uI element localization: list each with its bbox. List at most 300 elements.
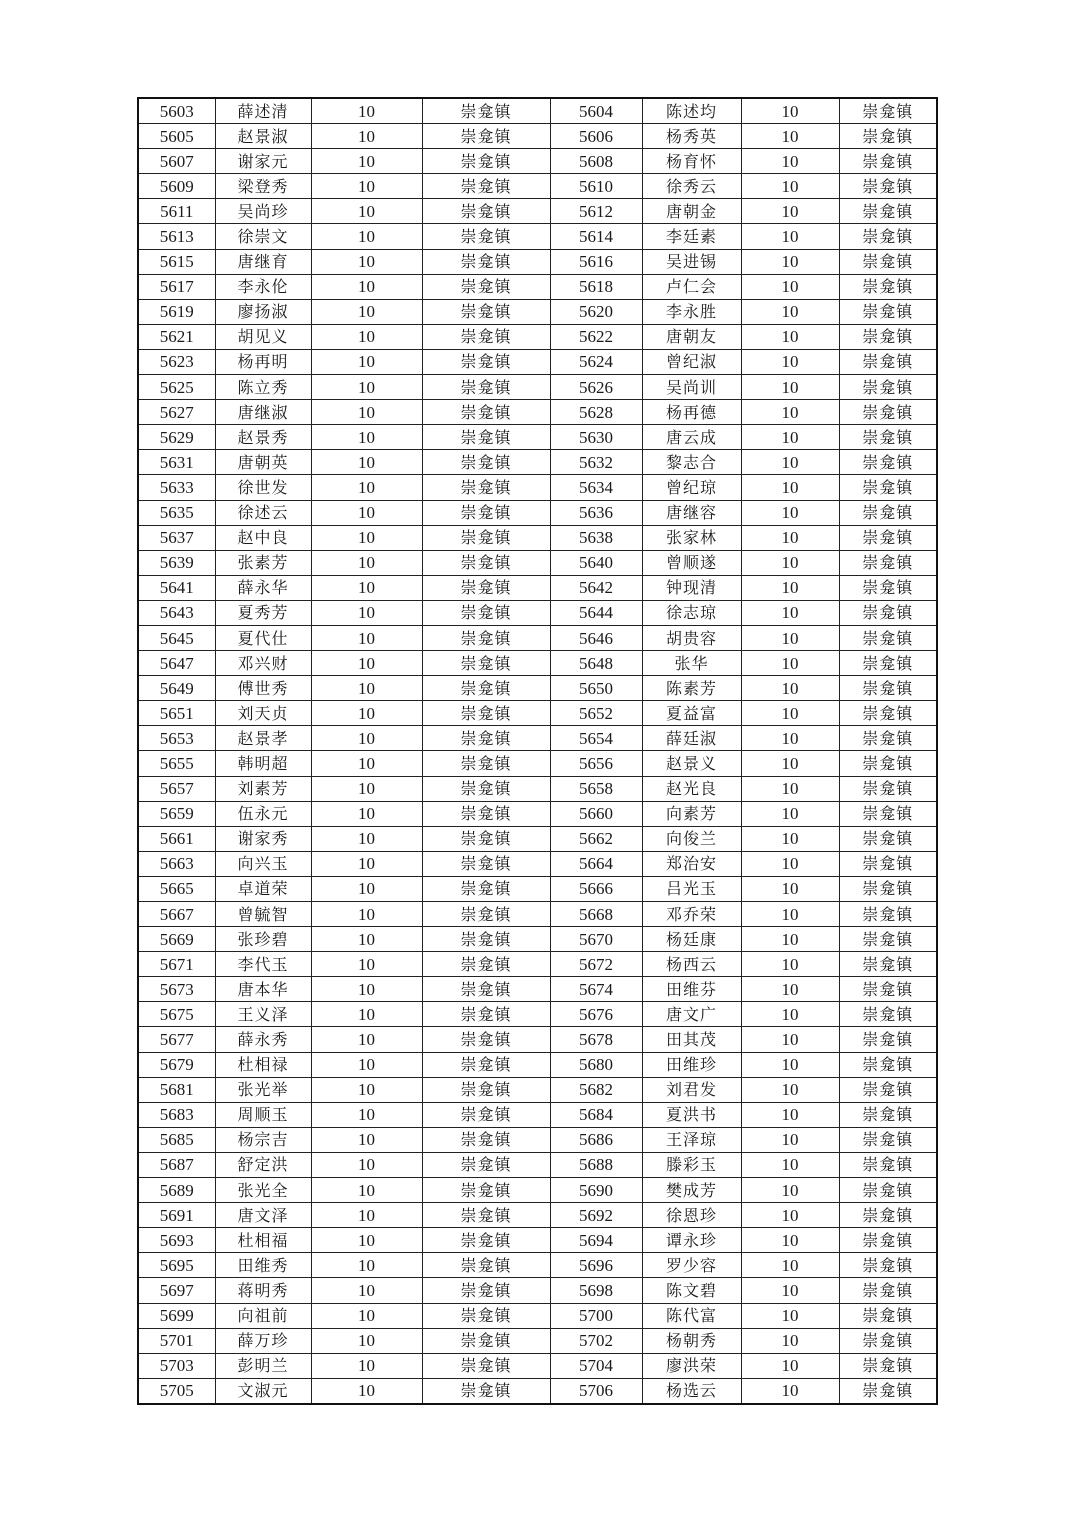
left-record-number-cell: 5627 [138,400,215,425]
right-person-name-cell: 薛廷淑 [642,726,741,751]
left-person-name-cell: 赵景淑 [215,124,311,149]
left-town-name-cell: 崇龛镇 [422,375,550,400]
left-town-name-cell: 崇龛镇 [422,751,550,776]
right-town-name-cell: 崇龛镇 [839,826,937,851]
left-amount-cell: 10 [311,425,422,450]
left-amount-cell: 10 [311,1203,422,1228]
table-row [138,1052,937,1077]
right-town-name-cell: 崇龛镇 [839,1228,937,1253]
left-record-number-cell: 5693 [138,1228,215,1253]
left-town-name-cell: 崇龛镇 [422,1077,550,1102]
left-amount-cell: 10 [311,249,422,274]
left-town-name-cell: 崇龛镇 [422,1027,550,1052]
table-row [138,550,937,575]
left-person-name-cell: 吴尚珍 [215,199,311,224]
right-town-name-cell: 崇龛镇 [839,1152,937,1177]
left-person-name-cell: 薛万珍 [215,1328,311,1353]
left-person-name-cell: 唐继育 [215,249,311,274]
right-person-name-cell: 王泽琼 [642,1127,741,1152]
left-town-name-cell: 崇龛镇 [422,500,550,525]
left-record-number-cell: 5623 [138,349,215,374]
right-person-name-cell: 胡贵容 [642,625,741,650]
right-record-number-cell: 5674 [550,977,642,1002]
table-row [138,701,937,726]
left-amount-cell: 10 [311,274,422,299]
table-row [138,801,937,826]
right-amount-cell: 10 [741,224,839,249]
right-record-number-cell: 5688 [550,1152,642,1177]
table-row [138,876,937,901]
table-row [138,525,937,550]
table-row [138,1328,937,1353]
left-amount-cell: 10 [311,1002,422,1027]
right-town-name-cell: 崇龛镇 [839,550,937,575]
right-town-name-cell: 崇龛镇 [839,299,937,324]
left-record-number-cell: 5617 [138,274,215,299]
table-row [138,1253,937,1278]
right-record-number-cell: 5682 [550,1077,642,1102]
left-amount-cell: 10 [311,1378,422,1404]
right-person-name-cell: 唐文广 [642,1002,741,1027]
left-amount-cell: 10 [311,676,422,701]
right-person-name-cell: 向素芳 [642,801,741,826]
left-person-name-cell: 徐述云 [215,500,311,525]
left-record-number-cell: 5637 [138,525,215,550]
right-town-name-cell: 崇龛镇 [839,701,937,726]
right-person-name-cell: 张家林 [642,525,741,550]
right-person-name-cell: 陈素芳 [642,676,741,701]
left-town-name-cell: 崇龛镇 [422,199,550,224]
left-record-number-cell: 5691 [138,1203,215,1228]
left-amount-cell: 10 [311,1027,422,1052]
roster-table [137,97,938,1405]
left-amount-cell: 10 [311,1102,422,1127]
left-person-name-cell: 傅世秀 [215,676,311,701]
left-town-name-cell: 崇龛镇 [422,927,550,952]
left-amount-cell: 10 [311,525,422,550]
right-town-name-cell: 崇龛镇 [839,274,937,299]
left-person-name-cell: 李永伦 [215,274,311,299]
right-record-number-cell: 5652 [550,701,642,726]
left-person-name-cell: 张素芳 [215,550,311,575]
right-record-number-cell: 5678 [550,1027,642,1052]
right-amount-cell: 10 [741,500,839,525]
left-amount-cell: 10 [311,600,422,625]
left-town-name-cell: 崇龛镇 [422,952,550,977]
left-amount-cell: 10 [311,149,422,174]
right-record-number-cell: 5672 [550,952,642,977]
left-amount-cell: 10 [311,199,422,224]
table-row [138,349,937,374]
table-row [138,927,937,952]
table-row [138,199,937,224]
right-person-name-cell: 唐朝友 [642,324,741,349]
right-amount-cell: 10 [741,927,839,952]
left-record-number-cell: 5689 [138,1178,215,1203]
left-person-name-cell: 向祖前 [215,1303,311,1328]
table-row [138,1203,937,1228]
left-record-number-cell: 5641 [138,575,215,600]
right-record-number-cell: 5702 [550,1328,642,1353]
left-town-name-cell: 崇龛镇 [422,1178,550,1203]
right-amount-cell: 10 [741,625,839,650]
left-town-name-cell: 崇龛镇 [422,249,550,274]
left-person-name-cell: 赵景秀 [215,425,311,450]
left-record-number-cell: 5705 [138,1378,215,1404]
right-person-name-cell: 徐恩珍 [642,1203,741,1228]
right-town-name-cell: 崇龛镇 [839,475,937,500]
right-record-number-cell: 5638 [550,525,642,550]
right-amount-cell: 10 [741,349,839,374]
left-town-name-cell: 崇龛镇 [422,224,550,249]
right-person-name-cell: 田维芬 [642,977,741,1002]
right-amount-cell: 10 [741,1253,839,1278]
right-town-name-cell: 崇龛镇 [839,1303,937,1328]
left-amount-cell: 10 [311,751,422,776]
right-person-name-cell: 田维珍 [642,1052,741,1077]
table-row [138,98,937,124]
right-town-name-cell: 崇龛镇 [839,625,937,650]
right-person-name-cell: 刘君发 [642,1077,741,1102]
table-row [138,1077,937,1102]
right-record-number-cell: 5618 [550,274,642,299]
right-amount-cell: 10 [741,475,839,500]
right-person-name-cell: 赵光良 [642,776,741,801]
right-person-name-cell: 黎志合 [642,450,741,475]
left-amount-cell: 10 [311,927,422,952]
left-amount-cell: 10 [311,826,422,851]
left-town-name-cell: 崇龛镇 [422,1328,550,1353]
left-town-name-cell: 崇龛镇 [422,299,550,324]
right-town-name-cell: 崇龛镇 [839,174,937,199]
table-row [138,375,937,400]
left-amount-cell: 10 [311,375,422,400]
right-town-name-cell: 崇龛镇 [839,324,937,349]
right-town-name-cell: 崇龛镇 [839,400,937,425]
right-town-name-cell: 崇龛镇 [839,149,937,174]
left-record-number-cell: 5615 [138,249,215,274]
right-town-name-cell: 崇龛镇 [839,927,937,952]
left-amount-cell: 10 [311,952,422,977]
right-amount-cell: 10 [741,400,839,425]
table-row [138,651,937,676]
right-record-number-cell: 5698 [550,1278,642,1303]
left-person-name-cell: 张光全 [215,1178,311,1203]
right-person-name-cell: 杨育怀 [642,149,741,174]
right-town-name-cell: 崇龛镇 [839,349,937,374]
right-record-number-cell: 5640 [550,550,642,575]
left-person-name-cell: 唐文泽 [215,1203,311,1228]
left-person-name-cell: 曾毓智 [215,902,311,927]
left-record-number-cell: 5669 [138,927,215,952]
right-person-name-cell: 杨廷康 [642,927,741,952]
left-town-name-cell: 崇龛镇 [422,324,550,349]
left-person-name-cell: 彭明兰 [215,1353,311,1378]
right-town-name-cell: 崇龛镇 [839,726,937,751]
left-record-number-cell: 5685 [138,1127,215,1152]
left-person-name-cell: 杜相禄 [215,1052,311,1077]
right-amount-cell: 10 [741,98,839,124]
left-person-name-cell: 谢家元 [215,149,311,174]
right-record-number-cell: 5704 [550,1353,642,1378]
table-row [138,726,937,751]
table-row [138,274,937,299]
left-town-name-cell: 崇龛镇 [422,701,550,726]
right-person-name-cell: 赵景义 [642,751,741,776]
right-amount-cell: 10 [741,751,839,776]
right-town-name-cell: 崇龛镇 [839,1052,937,1077]
right-town-name-cell: 崇龛镇 [839,375,937,400]
right-person-name-cell: 曾纪琼 [642,475,741,500]
right-record-number-cell: 5660 [550,801,642,826]
left-amount-cell: 10 [311,1228,422,1253]
left-amount-cell: 10 [311,475,422,500]
right-amount-cell: 10 [741,1353,839,1378]
table-row [138,977,937,1002]
left-record-number-cell: 5625 [138,375,215,400]
right-record-number-cell: 5692 [550,1203,642,1228]
table-row [138,1002,937,1027]
right-record-number-cell: 5690 [550,1178,642,1203]
right-town-name-cell: 崇龛镇 [839,876,937,901]
right-amount-cell: 10 [741,249,839,274]
right-amount-cell: 10 [741,199,839,224]
left-person-name-cell: 田维秀 [215,1253,311,1278]
left-person-name-cell: 刘天贞 [215,701,311,726]
left-amount-cell: 10 [311,400,422,425]
right-amount-cell: 10 [741,1178,839,1203]
right-town-name-cell: 崇龛镇 [839,676,937,701]
left-record-number-cell: 5675 [138,1002,215,1027]
right-person-name-cell: 向俊兰 [642,826,741,851]
left-record-number-cell: 5609 [138,174,215,199]
table-row [138,1278,937,1303]
right-town-name-cell: 崇龛镇 [839,1203,937,1228]
left-town-name-cell: 崇龛镇 [422,550,550,575]
right-amount-cell: 10 [741,1077,839,1102]
left-town-name-cell: 崇龛镇 [422,149,550,174]
left-person-name-cell: 薛永华 [215,575,311,600]
left-amount-cell: 10 [311,801,422,826]
left-person-name-cell: 张光举 [215,1077,311,1102]
left-town-name-cell: 崇龛镇 [422,525,550,550]
right-record-number-cell: 5696 [550,1253,642,1278]
right-amount-cell: 10 [741,575,839,600]
left-record-number-cell: 5699 [138,1303,215,1328]
right-amount-cell: 10 [741,726,839,751]
table-row [138,324,937,349]
right-amount-cell: 10 [741,1127,839,1152]
left-town-name-cell: 崇龛镇 [422,1353,550,1378]
right-person-name-cell: 徐秀云 [642,174,741,199]
left-person-name-cell: 陈立秀 [215,375,311,400]
right-amount-cell: 10 [741,525,839,550]
right-amount-cell: 10 [741,550,839,575]
right-record-number-cell: 5668 [550,902,642,927]
right-amount-cell: 10 [741,450,839,475]
left-town-name-cell: 崇龛镇 [422,801,550,826]
right-person-name-cell: 徐志琼 [642,600,741,625]
right-town-name-cell: 崇龛镇 [839,1127,937,1152]
left-amount-cell: 10 [311,349,422,374]
left-amount-cell: 10 [311,1353,422,1378]
left-town-name-cell: 崇龛镇 [422,625,550,650]
left-town-name-cell: 崇龛镇 [422,1102,550,1127]
table-row [138,1152,937,1177]
left-amount-cell: 10 [311,1052,422,1077]
right-person-name-cell: 郑治安 [642,851,741,876]
right-amount-cell: 10 [741,676,839,701]
left-record-number-cell: 5657 [138,776,215,801]
right-amount-cell: 10 [741,801,839,826]
right-town-name-cell: 崇龛镇 [839,902,937,927]
right-person-name-cell: 陈代富 [642,1303,741,1328]
right-amount-cell: 10 [741,375,839,400]
left-town-name-cell: 崇龛镇 [422,425,550,450]
left-record-number-cell: 5671 [138,952,215,977]
left-person-name-cell: 杜相福 [215,1228,311,1253]
left-amount-cell: 10 [311,1178,422,1203]
table-row [138,751,937,776]
left-person-name-cell: 赵景孝 [215,726,311,751]
left-person-name-cell: 唐本华 [215,977,311,1002]
left-record-number-cell: 5679 [138,1052,215,1077]
left-record-number-cell: 5655 [138,751,215,776]
left-person-name-cell: 薛永秀 [215,1027,311,1052]
left-record-number-cell: 5661 [138,826,215,851]
right-town-name-cell: 崇龛镇 [839,1178,937,1203]
left-amount-cell: 10 [311,299,422,324]
left-record-number-cell: 5677 [138,1027,215,1052]
right-record-number-cell: 5620 [550,299,642,324]
table-row [138,450,937,475]
table-row [138,952,937,977]
table-row [138,425,937,450]
left-record-number-cell: 5631 [138,450,215,475]
right-amount-cell: 10 [741,1203,839,1228]
right-person-name-cell: 夏洪书 [642,1102,741,1127]
left-amount-cell: 10 [311,98,422,124]
right-record-number-cell: 5686 [550,1127,642,1152]
right-record-number-cell: 5630 [550,425,642,450]
left-amount-cell: 10 [311,701,422,726]
left-amount-cell: 10 [311,1328,422,1353]
table-row [138,600,937,625]
table-row [138,1353,937,1378]
right-amount-cell: 10 [741,902,839,927]
left-person-name-cell: 赵中良 [215,525,311,550]
left-amount-cell: 10 [311,851,422,876]
roster-body [138,98,937,1404]
right-record-number-cell: 5626 [550,375,642,400]
left-amount-cell: 10 [311,776,422,801]
left-record-number-cell: 5681 [138,1077,215,1102]
left-town-name-cell: 崇龛镇 [422,1002,550,1027]
left-person-name-cell: 夏代仕 [215,625,311,650]
left-record-number-cell: 5607 [138,149,215,174]
right-amount-cell: 10 [741,651,839,676]
left-town-name-cell: 崇龛镇 [422,851,550,876]
left-record-number-cell: 5695 [138,1253,215,1278]
right-record-number-cell: 5662 [550,826,642,851]
left-town-name-cell: 崇龛镇 [422,274,550,299]
left-amount-cell: 10 [311,977,422,1002]
left-person-name-cell: 廖扬淑 [215,299,311,324]
left-person-name-cell: 夏秀芳 [215,600,311,625]
left-record-number-cell: 5651 [138,701,215,726]
right-record-number-cell: 5656 [550,751,642,776]
right-person-name-cell: 夏益富 [642,701,741,726]
left-town-name-cell: 崇龛镇 [422,1052,550,1077]
left-person-name-cell: 向兴玉 [215,851,311,876]
left-amount-cell: 10 [311,550,422,575]
table-row [138,1378,937,1404]
table-row [138,1228,937,1253]
left-record-number-cell: 5635 [138,500,215,525]
right-person-name-cell: 曾纪淑 [642,349,741,374]
right-person-name-cell: 陈述均 [642,98,741,124]
right-amount-cell: 10 [741,1278,839,1303]
left-amount-cell: 10 [311,124,422,149]
table-row [138,475,937,500]
left-record-number-cell: 5629 [138,425,215,450]
left-amount-cell: 10 [311,500,422,525]
right-amount-cell: 10 [741,952,839,977]
right-record-number-cell: 5636 [550,500,642,525]
right-amount-cell: 10 [741,600,839,625]
left-town-name-cell: 崇龛镇 [422,776,550,801]
right-amount-cell: 10 [741,324,839,349]
right-amount-cell: 10 [741,149,839,174]
right-town-name-cell: 崇龛镇 [839,500,937,525]
right-record-number-cell: 5642 [550,575,642,600]
left-person-name-cell: 唐继淑 [215,400,311,425]
left-record-number-cell: 5621 [138,324,215,349]
left-town-name-cell: 崇龛镇 [422,600,550,625]
right-amount-cell: 10 [741,1303,839,1328]
left-person-name-cell: 舒定洪 [215,1152,311,1177]
left-amount-cell: 10 [311,726,422,751]
table-row [138,1027,937,1052]
left-person-name-cell: 韩明超 [215,751,311,776]
right-person-name-cell: 谭永珍 [642,1228,741,1253]
left-amount-cell: 10 [311,625,422,650]
left-person-name-cell: 邓兴财 [215,651,311,676]
left-town-name-cell: 崇龛镇 [422,1303,550,1328]
right-town-name-cell: 崇龛镇 [839,98,937,124]
right-record-number-cell: 5612 [550,199,642,224]
left-town-name-cell: 崇龛镇 [422,1152,550,1177]
left-person-name-cell: 王义泽 [215,1002,311,1027]
left-amount-cell: 10 [311,575,422,600]
right-person-name-cell: 李廷素 [642,224,741,249]
left-town-name-cell: 崇龛镇 [422,726,550,751]
right-amount-cell: 10 [741,977,839,1002]
right-person-name-cell: 卢仁会 [642,274,741,299]
right-amount-cell: 10 [741,1052,839,1077]
left-record-number-cell: 5613 [138,224,215,249]
right-person-name-cell: 吴尚训 [642,375,741,400]
right-record-number-cell: 5616 [550,249,642,274]
right-record-number-cell: 5634 [550,475,642,500]
right-amount-cell: 10 [741,776,839,801]
right-record-number-cell: 5604 [550,98,642,124]
table-row [138,174,937,199]
left-town-name-cell: 崇龛镇 [422,400,550,425]
right-town-name-cell: 崇龛镇 [839,600,937,625]
left-record-number-cell: 5653 [138,726,215,751]
right-record-number-cell: 5608 [550,149,642,174]
